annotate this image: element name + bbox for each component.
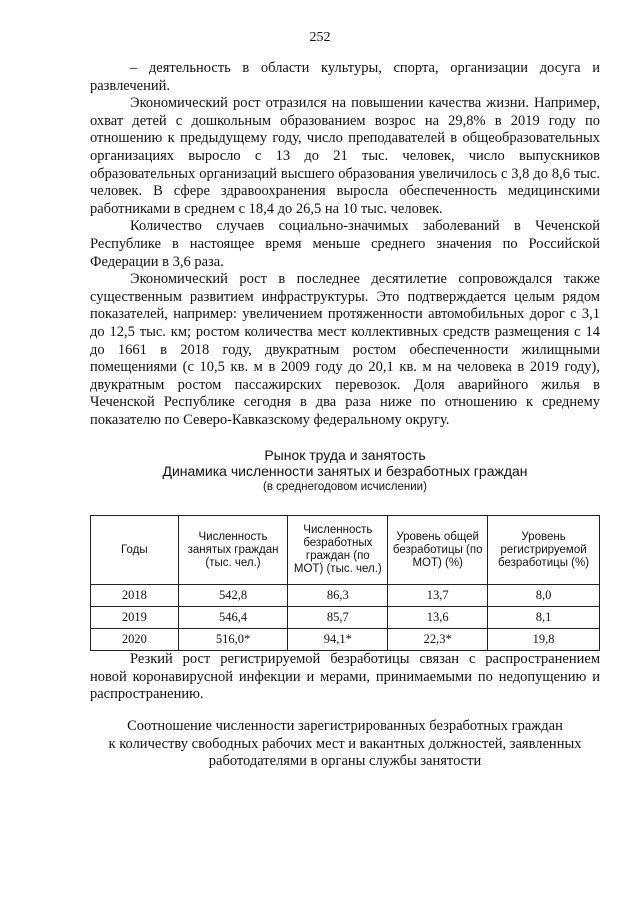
- table-row: [91, 629, 600, 651]
- table-cell: 546,4: [178, 607, 288, 629]
- table-cell: 2018: [91, 585, 179, 607]
- header-employed: Численность занятых граждан (тыс. чел.): [178, 516, 288, 585]
- employment-table: [90, 515, 600, 651]
- table-cell: 94,1*: [288, 629, 388, 651]
- table-header-row: [91, 516, 600, 585]
- table-cell: 542,8: [178, 585, 288, 607]
- table-cell: 13,7: [388, 585, 488, 607]
- page-number: 252: [309, 30, 331, 45]
- table-cell: 516,0*: [178, 629, 288, 651]
- table-caption-note: (в среднегодовом исчислении): [263, 481, 427, 493]
- table-cell: 2020: [91, 629, 179, 651]
- paragraph-unemployment-reason: Резкий рост регистрируемой безработицы связан с распространением новой коронавирусной инфекции и мерами, принимаемыми по недопущению и распространению.: [90, 651, 600, 703]
- paragraph-culture: – деятельность в области культуры, спорта, организации досуга и развлечений.: [90, 60, 600, 94]
- table-cell: 13,6: [388, 607, 488, 629]
- table-cell: 85,7: [288, 607, 388, 629]
- table-cell: 8,0: [488, 585, 600, 607]
- table-caption-subtitle: Динамика численности занятых и безработных граждан: [162, 463, 528, 479]
- section-heading: [90, 718, 600, 771]
- header-years: Годы: [91, 516, 179, 585]
- table-caption-title: Рынок труда и занятость: [264, 447, 426, 463]
- table-cell: 2019: [91, 607, 179, 629]
- table-row: [91, 585, 600, 607]
- header-general-unemployment: Уровень общей безработицы (по МОТ) (%): [388, 516, 488, 585]
- section-heading-line: работодателями в органы службы занятости: [208, 753, 482, 770]
- table-cell: 86,3: [288, 585, 388, 607]
- paragraph-diseases: Количество случаев социально-значимых заболеваний в Чеченской Республике в настоящее время меньше среднего значения по Российской Федерации в 3,6 раза.: [90, 218, 600, 270]
- body-text: [90, 60, 600, 429]
- header-unemployed: Численность безработных граждан (по МОТ) (тыс. чел.): [288, 516, 388, 585]
- section-heading-line: Соотношение численности зарегистрированных безработных граждан: [127, 718, 563, 734]
- after-table-text: [90, 651, 600, 704]
- table-caption: [90, 447, 600, 495]
- header-registered-unemployment: Уровень регистрируемой безработицы (%): [488, 516, 600, 585]
- paragraph-infrastructure: Экономический рост в последнее десятилетие сопровождался также существенным развитием инфраструктуры. Это подтверждается целым рядом показателей, например: увеличением протяженности автомобильных дорог с 3,1 до 12,5 тыс. км; ростом количества мест коллективных средств размещения с 14 до 1661 в 2018 году, двукратным ростом обеспеченности жилищными помещениями (с 10,5 кв. м в 2009 году до 20,1 кв. м на человека в 2019 году), двукратным ростом пассажирских перевозок. Доля аварийного жилья в Чеченской Республике сегодня в два раза ниже по отношению к среднему показателю по Северо-Кавказскому федеральному округу.: [90, 271, 600, 428]
- paragraph-quality-of-life: Экономический рост отразился на повышении качества жизни. Например, охват детей с дошкольным образованием возрос на 29,8% в 2019 году по отношению к предыдущему году, число преподавателей в общеобразовательных организациях выросло с 13 до 21 тыс. человек, число выпускников образовательных организаций высшего образования увеличилось с 3,8 до 8,6 тыс. человек. В сфере здравоохранения выросла обеспеченность медицинскими работниками в среднем с 18,4 до 26,5 на 10 тыс. человек.: [90, 95, 600, 217]
- table-cell: 8,1: [488, 607, 600, 629]
- section-heading-line: к количеству свободных рабочих мест и вакантных должностей, заявленных: [108, 735, 582, 752]
- table-cell: 22,3*: [388, 629, 488, 651]
- table-row: [91, 607, 600, 629]
- table-cell: 19,8: [488, 629, 600, 651]
